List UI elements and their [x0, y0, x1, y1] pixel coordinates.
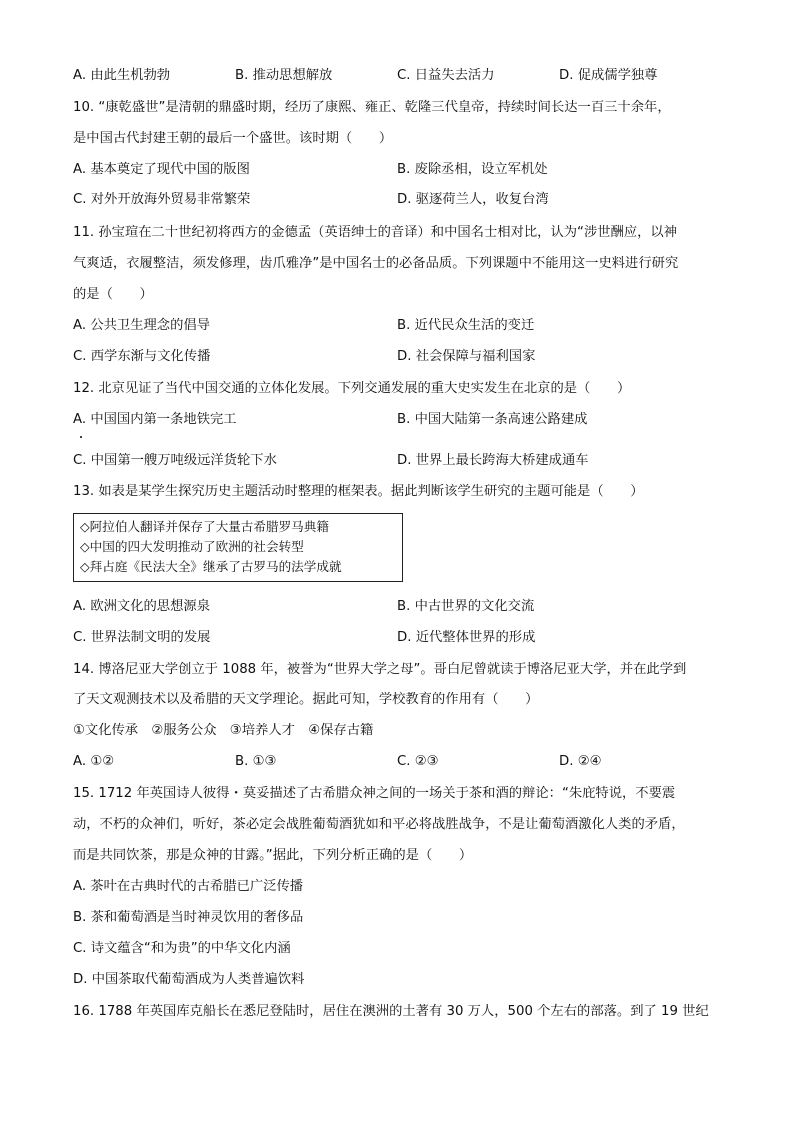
q12-option-a: A. 中国国内第一条地铁完工	[73, 412, 237, 427]
q11-option-d: D. 社会保障与福利国家	[397, 349, 536, 364]
q15-option-a: A. 茶叶在古典时代的古希腊已广泛传播	[73, 879, 304, 894]
q10-option-d: D. 驱逐荷兰人，收复台湾	[397, 192, 549, 207]
q15-option-b: B. 茶和葡萄酒是当时神灵饮用的奢侈品	[73, 910, 304, 925]
q14-option-c: C. ②③	[397, 754, 439, 769]
q14-option-a: A. ①②	[73, 754, 115, 769]
scan-dot	[80, 436, 82, 438]
q9-option-a: A. 由此生机勃勃	[73, 68, 171, 83]
q14-option-d: D. ②④	[559, 754, 602, 769]
q9-option-c: C. 日益失去活力	[397, 68, 495, 83]
q10-option-c: C. 对外开放海外贸易非常繁荣	[73, 192, 251, 207]
q12-option-c: C. 中国第一艘万吨级远洋货轮下水	[73, 453, 277, 468]
q10-stem-line-1: 10. “康乾盛世”是清朝的鼎盛时期，经历了康熙、雍正、乾隆三代皇帝，持续时间长达一百三十余年，	[73, 100, 671, 115]
q13-option-a: A. 欧洲文化的思想源泉	[73, 599, 210, 614]
q10-option-a: A. 基本奠定了现代中国的版图	[73, 162, 250, 177]
q15-stem-line-1: 15. 1712 年英国诗人彼得・莫妥描述了古希腊众神之间的一场关于茶和酒的辩论：“朱庇特说，不要震	[73, 786, 676, 801]
q9-option-d: D. 促成儒学独尊	[559, 68, 658, 83]
q13-table-item: ◇阿拉伯人翻译并保存了大量古希腊罗马典籍	[80, 519, 329, 534]
q12-option-b: B. 中国大陆第一条高速公路建成	[397, 412, 588, 427]
q12-stem-line-1: 12. 北京见证了当代中国交通的立体化发展。下列交通发展的重大史实发生在北京的是（ ）	[73, 381, 631, 396]
q11-stem-line-2: 气爽适，衣履整洁，须发修理，齿爪雅净”是中国名士的必备品质。下列课题中不能用这一史料进行研究	[73, 256, 679, 271]
q15-option-d: D. 中国茶取代葡萄酒成为人类普遍饮料	[73, 972, 305, 987]
q14-option-b: B. ①③	[235, 754, 277, 769]
q14-stem-line-2: 了天文观测技术以及希腊的天文学理论。据此可知，学校教育的作用有（ ）	[73, 692, 539, 707]
q14-choices-line: ①文化传承 ②服务公众 ③培养人才 ④保存古籍	[73, 723, 374, 738]
q11-option-b: B. 近代民众生活的变迁	[397, 318, 535, 333]
q15-stem-line-3: 而是共同饮茶，那是众神的甘露。”据此，下列分析正确的是（ ）	[73, 848, 473, 863]
q13-option-b: B. 中古世界的文化交流	[397, 599, 535, 614]
q13-option-c: C. 世界法制文明的发展	[73, 630, 211, 645]
q13-table-item: ◇中国的四大发明推动了欧洲的社会转型	[80, 539, 304, 554]
q15-stem-line-2: 动，不朽的众神们，听好，茶必定会战胜葡萄酒犹如和平必将战胜战争，不是让葡萄酒激化人类的矛盾，	[73, 817, 685, 832]
q13-option-d: D. 近代整体世界的形成	[397, 630, 536, 645]
q11-stem-line-1: 11. 孙宝瑄在二十世纪初将西方的金德孟（英语绅士的音译）和中国名士相对比，认为“涉世酬应，以神	[73, 225, 678, 240]
q10-stem-line-2: 是中国古代封建王朝的最后一个盛世。该时期（ ）	[73, 131, 393, 146]
q11-option-c: C. 西学东渐与文化传播	[73, 349, 211, 364]
q9-option-b: B. 推动思想解放	[235, 68, 333, 83]
q15-option-c: C. 诗文蕴含“和为贵”的中华文化内涵	[73, 941, 291, 956]
q11-option-a: A. 公共卫生理念的倡导	[73, 318, 210, 333]
q13-stem-line-1: 13. 如表是某学生探究历史主题活动时整理的框架表。据此判断该学生研究的主题可能是（ ）	[73, 484, 644, 499]
q10-option-b: B. 废除丞相，设立军机处	[397, 162, 548, 177]
q14-stem-line-1: 14. 博洛尼亚大学创立于 1088 年，被誉为“世界大学之母”。哥白尼曾就读于博洛尼亚大学，并在此学到	[73, 662, 687, 677]
q12-option-d: D. 世界上最长跨海大桥建成通车	[397, 453, 589, 468]
q16-stem-line-1: 16. 1788 年英国库克船长在悉尼登陆时，居住在澳洲的土著有 30 万人，500 个左右的部落。到了 19 世纪	[73, 1004, 709, 1019]
q11-stem-line-3: 的是（ ）	[73, 287, 153, 302]
q13-framework-table	[73, 513, 403, 582]
q13-table-item: ◇拜占庭《民法大全》继承了古罗马的法学成就	[80, 559, 342, 574]
